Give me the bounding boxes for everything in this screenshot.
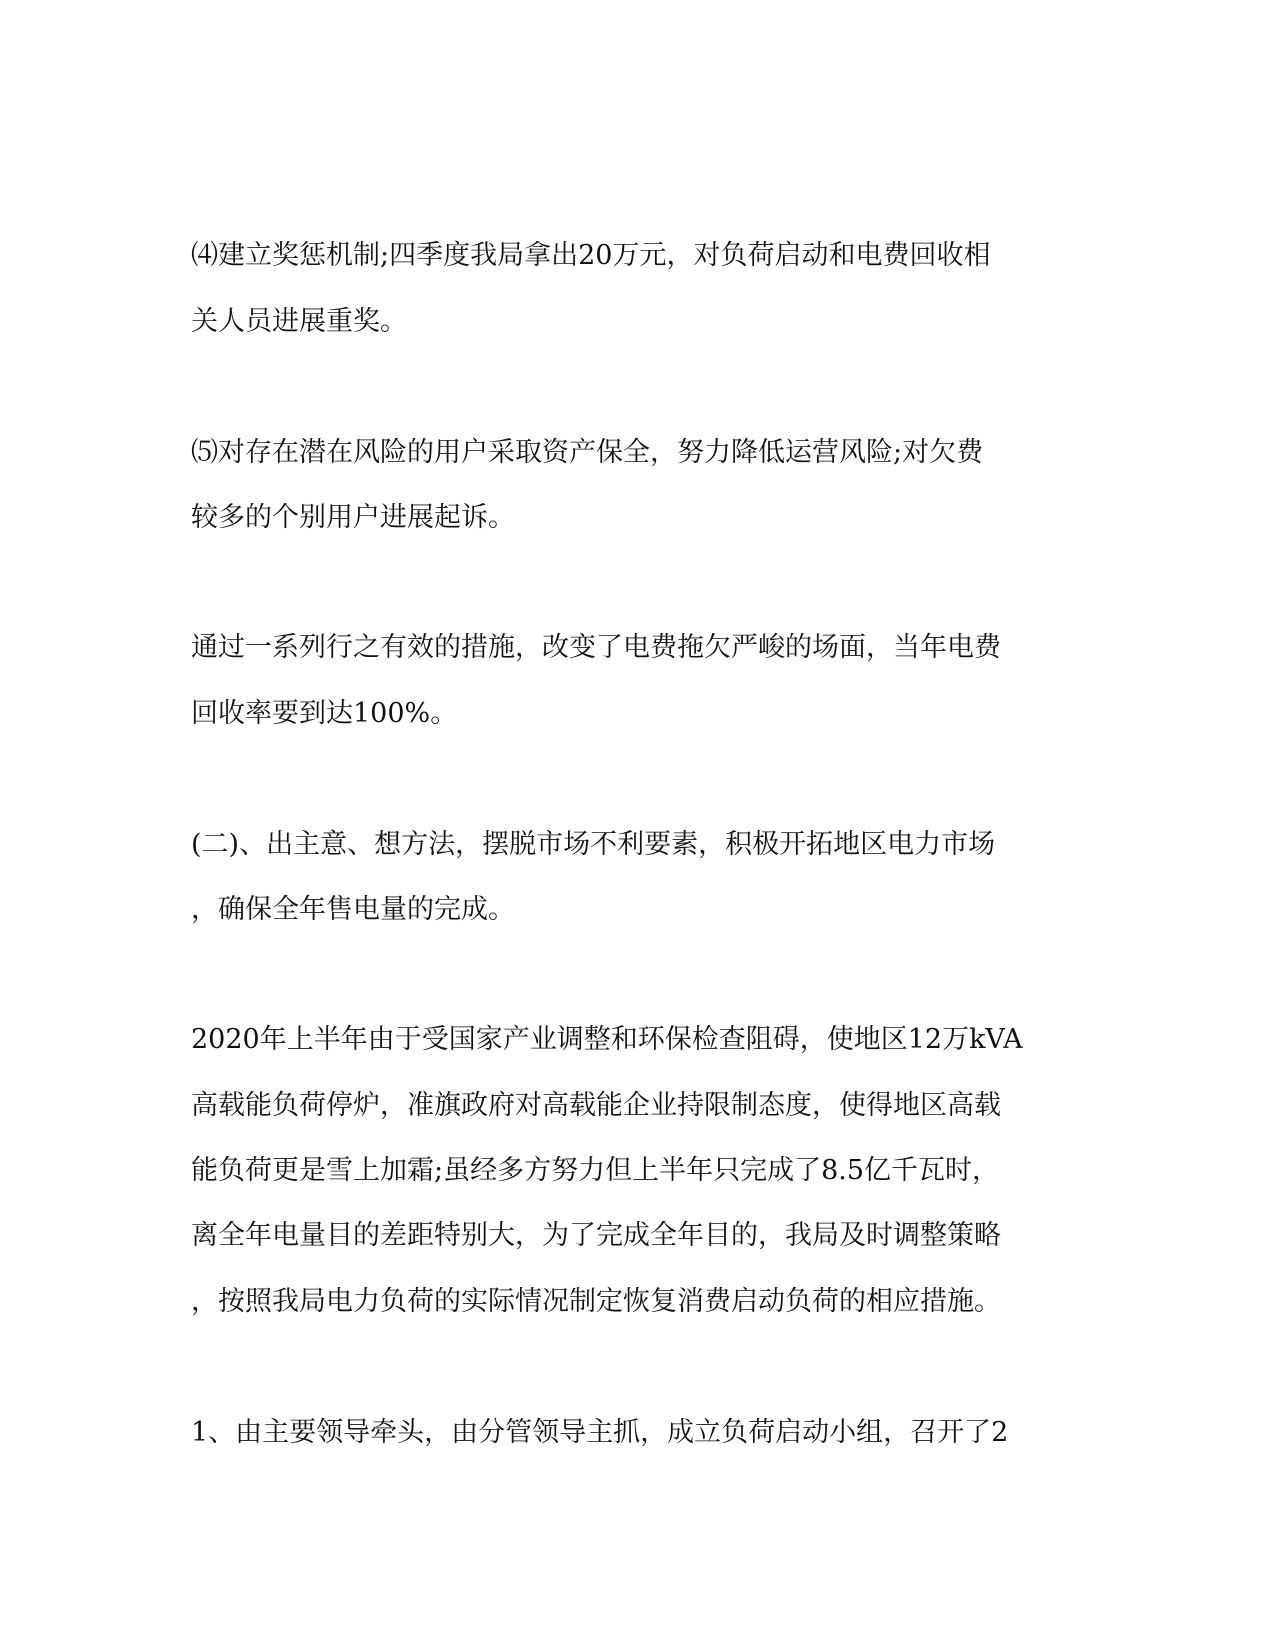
section-heading-line-2: ，确保全年售电量的完成。 [191,894,515,925]
paragraph-reward-line-1: ⑷建立奖惩机制;四季度我局拿出20万元，对负荷启动和电费回收相 [191,240,991,271]
paragraph-result-line-1: 通过一系列行之有效的措施，改变了电费拖欠严峻的场面，当年电费 [191,632,1001,663]
paragraph-risk-line-1: ⑸对存在潜在风险的用户采取资产保全，努力降低运营风险;对欠费 [191,437,984,468]
paragraph-market-line-3: 能负荷更是雪上加霜;虽经多方努力但上半年只完成了8.5亿千瓦时， [191,1155,1000,1186]
paragraph-result-line-2: 回收率要到达100%。 [191,698,458,729]
paragraph-market-line-4: 离全年电量目的差距特别大，为了完成全年目的，我局及时调整策略 [191,1220,1001,1251]
paragraph-reward-line-2: 关人员进展重奖。 [191,306,407,337]
paragraph-item-1-line-1: 1、由主要领导牵头，由分管领导主抓，成立负荷启动小组，召开了2 [191,1417,1009,1448]
paragraph-market-line-5: ，按照我局电力负荷的实际情况制定恢复消费启动负荷的相应措施。 [191,1286,1001,1317]
paragraph-market-line-1: 2020年上半年由于受国家产业调整和环保检查阻碍，使地区12万kVA [191,1024,1023,1055]
section-heading-line-1: (二)、出主意、想方法，摆脱市场不利要素，积极开拓地区电力市场 [191,829,996,860]
paragraph-market-line-2: 高载能负荷停炉，准旗政府对高载能企业持限制态度，使得地区高载 [191,1090,1001,1121]
paragraph-risk-line-2: 较多的个别用户进展起诉。 [191,502,515,533]
